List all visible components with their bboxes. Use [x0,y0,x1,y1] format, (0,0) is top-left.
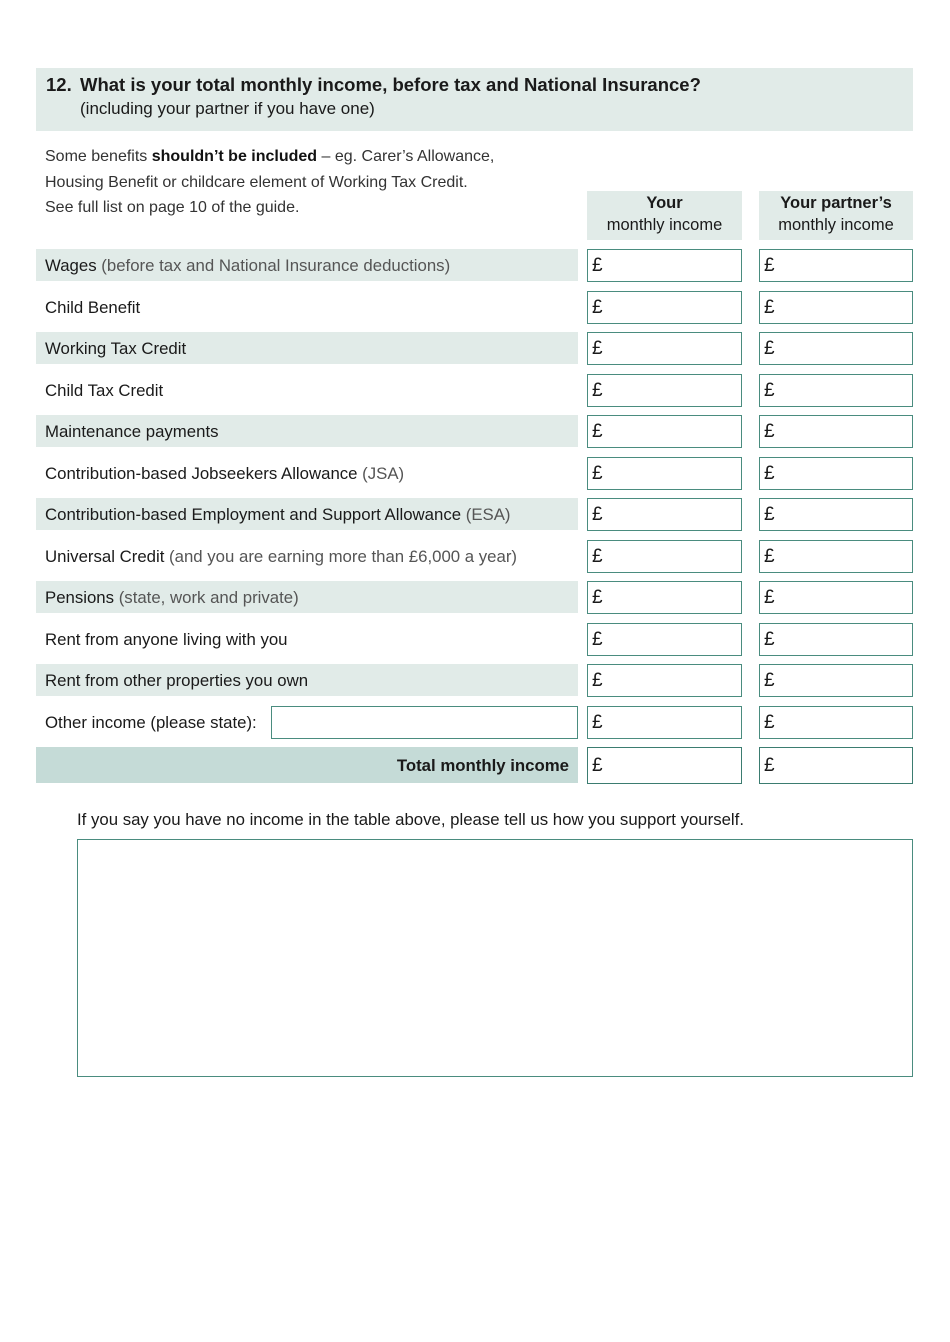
question-header [36,68,913,131]
row-label-note: (ESA) [461,505,511,524]
intro-text-after: – eg. Carer’s Allowance, [317,148,495,165]
row-label-text: Rent from anyone living with you [45,629,288,649]
row-label-text: Contribution-based Jobseekers Allowance [45,463,358,483]
support-explanation-field[interactable] [77,839,913,1077]
row-label-text: Pensions [45,588,115,607]
row-label-note: (and you are earning more than £6,000 a year) [164,546,518,566]
row-label [36,540,578,572]
partner-income-field[interactable]: £ [759,540,913,573]
table-row [36,249,913,291]
row-label [36,498,578,530]
table-row [36,374,913,416]
total-label: Total monthly income [36,747,578,783]
partner-income-field[interactable]: £ [759,291,913,324]
table-row [36,623,913,665]
table-row [36,706,913,748]
other-income-description-field[interactable] [271,706,578,739]
table-row [36,581,913,623]
row-label [36,291,578,323]
your-income-field[interactable]: £ [587,498,742,531]
row-label [36,415,578,447]
intro-text-before: Some benefits [45,148,152,165]
row-label-text: Child Benefit [45,297,141,317]
row-label-text: Rent from other properties you own [45,671,309,690]
question-subtitle: (including your partner if you have one) [80,99,375,118]
partner-income-field[interactable]: £ [759,457,913,490]
your-total-field[interactable]: £ [587,747,742,784]
row-label [36,664,578,696]
intro-bold: shouldn’t be included [151,148,318,165]
column-header-yours [587,191,742,240]
table-row [36,457,913,499]
row-label-text: Child Tax Credit [45,380,164,400]
table-row [36,498,913,540]
support-prompt: If you say you have no income in the table above, please tell us how you support yourself. [77,810,744,829]
your-income-field[interactable]: £ [587,540,742,573]
column-header-partner-bold: Your partner’s [780,194,892,212]
row-label-text: Maintenance payments [45,422,219,441]
your-income-field[interactable]: £ [587,249,742,282]
column-header-yours-rest: monthly income [606,216,723,234]
partner-income-field[interactable]: £ [759,706,913,739]
partner-income-field[interactable]: £ [759,374,913,407]
column-header-yours-bold: Your [646,194,683,212]
row-label [36,332,578,364]
row-label-note: (JSA) [357,463,405,483]
table-row [36,540,913,582]
row-label-text: Universal Credit [45,546,165,566]
your-income-field[interactable]: £ [587,374,742,407]
intro-text [45,144,565,221]
your-income-field[interactable]: £ [587,291,742,324]
row-label-note: (before tax and National Insurance deductions) [96,256,451,275]
column-header-partner [759,191,913,240]
row-label [36,623,578,655]
your-income-field[interactable]: £ [587,457,742,490]
partner-income-field[interactable]: £ [759,249,913,282]
row-label-note: (state, work and private) [114,588,299,607]
row-label [36,457,578,489]
your-income-field[interactable]: £ [587,706,742,739]
table-row [36,664,913,706]
your-income-field[interactable]: £ [587,581,742,614]
partner-income-field[interactable]: £ [759,664,913,697]
your-income-field[interactable]: £ [587,664,742,697]
total-row [36,747,913,785]
partner-income-field[interactable]: £ [759,332,913,365]
intro-line3: See full list on page 10 of the guide. [45,199,300,216]
table-row [36,332,913,374]
your-income-field[interactable]: £ [587,415,742,448]
row-label-text: Contribution-based Employment and Support Allowance [45,505,462,524]
your-income-field[interactable]: £ [587,623,742,656]
row-label-text: Other income (please state): [45,712,257,732]
partner-income-field[interactable]: £ [759,498,913,531]
question-number: 12. [46,74,72,95]
row-label [36,581,578,613]
row-label [36,374,578,406]
intro-line2: Housing Benefit or childcare element of Working Tax Credit. [45,173,468,191]
partner-income-field[interactable]: £ [759,623,913,656]
your-income-field[interactable]: £ [587,332,742,365]
column-header-partner-rest: monthly income [778,216,894,234]
row-label-text: Wages [45,256,97,275]
table-row [36,291,913,333]
question-title: What is your total monthly income, before tax and National Insurance? [80,74,701,95]
partner-income-field[interactable]: £ [759,415,913,448]
row-label-text: Working Tax Credit [45,339,187,358]
table-row [36,415,913,457]
partner-total-field[interactable]: £ [759,747,913,784]
income-table [36,249,913,785]
partner-income-field[interactable]: £ [759,581,913,614]
row-label [36,249,578,281]
